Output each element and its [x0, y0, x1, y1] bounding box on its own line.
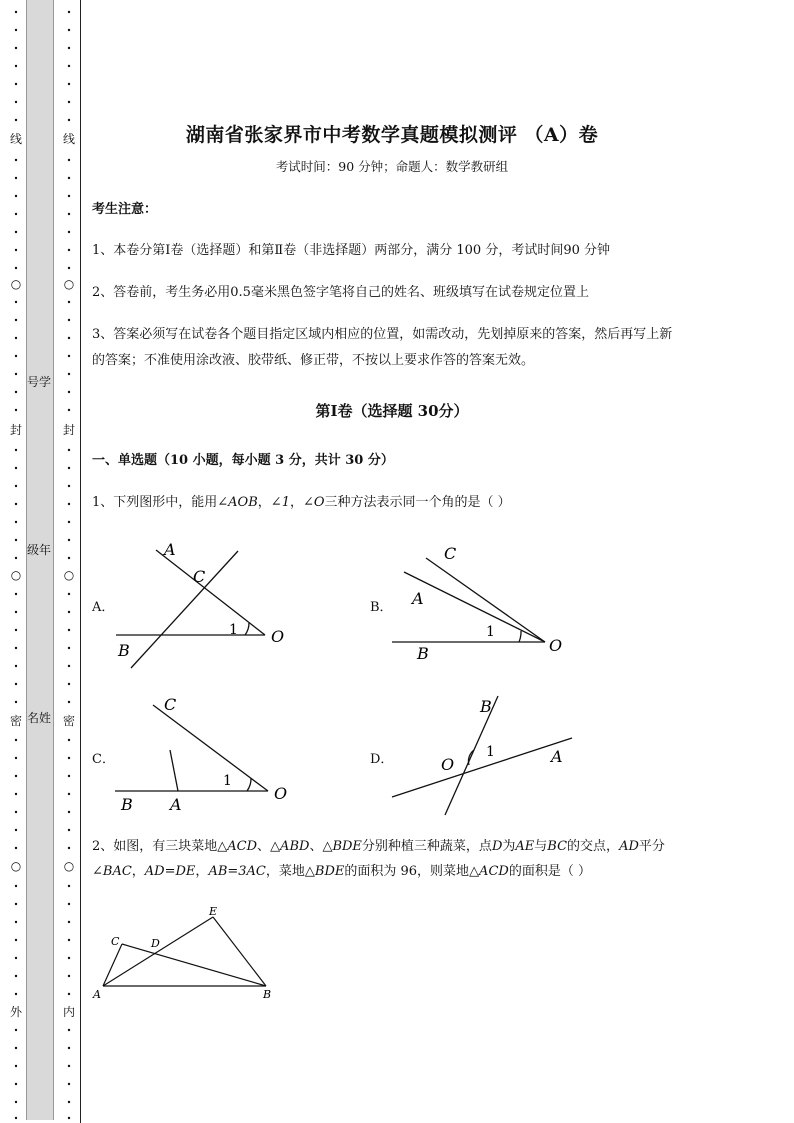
point-o: O — [441, 755, 455, 774]
q2-segment-ad: AD — [619, 839, 639, 854]
binding-circle: ○ — [63, 859, 75, 873]
point-d: D — [151, 937, 160, 950]
q1-text: 三种方法表示同一个角的是（ ） — [324, 495, 511, 510]
q2-segment-ae: AE — [515, 839, 535, 854]
q2-text: 2、如图，有三块菜地 — [92, 839, 218, 854]
binding-circle: ○ — [10, 568, 22, 582]
q1-angle-aob: ∠AOB — [217, 495, 258, 510]
angle-label-1: 1 — [223, 773, 232, 789]
segment-ae — [103, 917, 213, 986]
point-b: B — [417, 644, 429, 663]
q2-segment-bc: BC — [547, 839, 568, 854]
field-student-number: 号学 — [26, 375, 51, 389]
binding-margin — [0, 0, 82, 1123]
point-c: C — [193, 567, 206, 586]
segment-cb — [122, 944, 266, 986]
q2-text: 的交点， — [567, 839, 620, 854]
question-1-stem — [92, 493, 511, 513]
binding-word-seal: 封 — [62, 423, 75, 437]
line-through-c — [131, 551, 238, 668]
notice-item-3-line-1: 3、答案必须写在试卷各个题目指定区域内相应的位置，如需改动，先划掉原来的答案，然后再写上新 — [92, 327, 673, 342]
point-c: C — [111, 935, 120, 948]
binding-word-line: 线 — [9, 132, 22, 146]
q2-text: 的面积是（ ） — [508, 864, 591, 879]
q2-point-d: D — [491, 839, 503, 854]
binding-circle: ○ — [10, 859, 22, 873]
option-a-figure — [108, 535, 298, 675]
segment-eb — [213, 917, 266, 986]
field-name: 名姓 — [26, 711, 51, 725]
q2-sep: ， — [131, 864, 145, 879]
point-a: A — [164, 540, 176, 559]
angle-label-1: 1 — [486, 624, 495, 640]
option-c-label[interactable]: C． — [92, 752, 115, 767]
q2-angle-bac: ∠BAC — [92, 864, 132, 879]
q1-sep: ， — [289, 495, 303, 510]
binding-word-secret: 密 — [9, 714, 22, 728]
q1-text: 1、下列图形中，能用 — [92, 495, 218, 510]
q2-triangle-acd: △ACD — [469, 864, 509, 879]
q2-sep: ， — [195, 864, 209, 879]
option-b-figure — [385, 540, 585, 668]
line-oa — [392, 738, 572, 797]
option-a-label[interactable]: A． — [92, 600, 115, 615]
binding-circle: ○ — [63, 568, 75, 582]
exam-subtitle: 考试时间：90 分钟；命题人：数学教研组 — [275, 159, 509, 174]
point-b: B — [480, 697, 492, 716]
point-a: A — [170, 795, 182, 814]
segment-a — [170, 750, 178, 791]
point-a: A — [551, 747, 563, 766]
option-d-figure — [385, 690, 585, 818]
point-o: O — [271, 627, 285, 646]
q2-condition-ad-de: AD=DE — [144, 864, 196, 879]
q1-angle-1: ∠1 — [270, 495, 290, 510]
q2-text: ，菜地 — [265, 864, 305, 879]
q2-triangle-abd: △ABD — [270, 839, 310, 854]
notice-item-3-line-2: 的答案；不准使用涂改液、胶带纸、修正带，不按以上要求作答的答案无效。 — [92, 353, 535, 368]
point-b: B — [121, 795, 133, 814]
question-2-line-1 — [92, 837, 665, 857]
angle-label-1: 1 — [229, 622, 238, 638]
q2-text: 分别种植三种蔬菜，点 — [361, 839, 492, 854]
q2-text: 的面积为 96，则菜地 — [344, 864, 470, 879]
q2-sep: 、 — [257, 839, 271, 854]
binding-word-inner: 内 — [62, 1005, 75, 1019]
notice-item-1: 1、本卷分第Ⅰ卷（选择题）和第Ⅱ卷（非选择题）两部分，满分 100 分，考试时间90 分钟 — [92, 243, 610, 258]
q2-text: 为 — [502, 839, 516, 854]
notice-item-2: 2、答卷前，考生务必用0.5毫米黑色签字笔将自己的姓名、班级填写在试卷规定位置上 — [92, 285, 589, 300]
option-b-label[interactable]: B． — [370, 600, 393, 615]
angle-label-1: 1 — [486, 744, 495, 760]
dot-column-outer — [11, 0, 21, 1123]
binding-word-seal: 封 — [9, 423, 22, 437]
point-o: O — [274, 784, 288, 803]
binding-border-line — [80, 0, 81, 1123]
angle-arc — [519, 631, 521, 642]
field-grade: 级年 — [26, 543, 51, 557]
section-heading: 一、单选题（10 小题，每小题 3 分，共计 30 分） — [92, 453, 394, 468]
question-2-figure — [92, 900, 292, 1005]
point-o: O — [549, 636, 563, 655]
binding-word-outer: 外 — [9, 1005, 22, 1019]
student-info-band — [26, 0, 54, 1120]
q2-triangle-acd: △ACD — [217, 839, 258, 854]
q2-sep: 、 — [309, 839, 323, 854]
point-b: B — [118, 641, 130, 660]
point-a: A — [412, 589, 424, 608]
q2-text: 与 — [534, 839, 548, 854]
q1-angle-o: ∠O — [302, 495, 325, 510]
option-d-label[interactable]: D． — [370, 752, 394, 767]
binding-word-secret: 密 — [62, 714, 75, 728]
part-one-title: 第Ⅰ卷（选择题 30分） — [315, 402, 469, 420]
angle-arc — [245, 623, 249, 635]
ray-oa — [404, 572, 545, 642]
point-b: B — [263, 988, 272, 1001]
q2-condition-ab-3ac: AB=3AC — [208, 864, 266, 879]
point-c: C — [164, 695, 177, 714]
binding-circle: ○ — [63, 277, 75, 291]
q1-sep: ， — [257, 495, 271, 510]
q2-triangle-bde: △BDE — [304, 864, 345, 879]
q2-triangle-bde: △BDE — [322, 839, 362, 854]
exam-title: 湖南省张家界市中考数学真题模拟测评 （A）卷 — [185, 124, 599, 146]
angle-arc — [247, 778, 251, 791]
binding-circle: ○ — [10, 277, 22, 291]
option-c-figure — [108, 690, 303, 818]
point-e: E — [209, 905, 218, 918]
point-a: A — [93, 988, 101, 1001]
q2-text: 平分 — [638, 839, 665, 854]
question-2-line-2 — [92, 862, 591, 882]
point-c: C — [444, 544, 457, 563]
dot-column-inner — [64, 0, 74, 1123]
notice-heading: 考生注意： — [92, 202, 158, 217]
binding-word-line: 线 — [62, 132, 75, 146]
